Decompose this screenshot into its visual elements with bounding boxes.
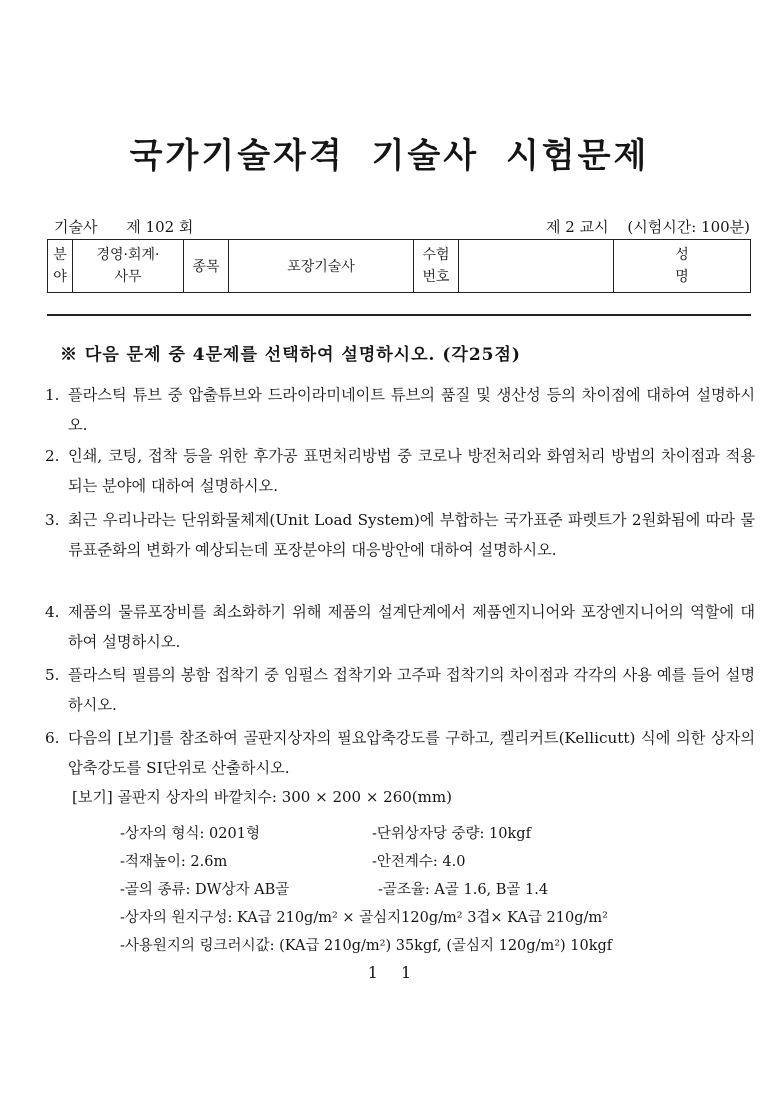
name-label-1: 성 <box>675 247 689 263</box>
header-divider <box>47 314 751 316</box>
question-number: 3. <box>45 511 60 529</box>
bunya-label-1: 분 <box>53 247 67 263</box>
name-label-2: 명 <box>675 269 689 285</box>
spec-safety-factor: -안전계수: 4.0 <box>372 854 466 870</box>
page-number: 1 1 <box>367 963 412 982</box>
suheom-label-2: 번호 <box>422 269 450 285</box>
jongmok-value-cell: 포장기술사 <box>229 240 414 293</box>
time-label: (시험시간: 100분) <box>627 218 750 236</box>
session-label: 제 102 회 <box>126 218 194 236</box>
question-number: 6. <box>45 729 60 747</box>
bunya-label-2: 야 <box>53 269 67 285</box>
question-text: 다음의 [보기]를 참조하여 골판지상자의 필요압축강도를 구하고, 켈리커트(Kellicutt) 식에 의한 상자의 압축강도를 SI단위로 산출하시오. <box>68 729 755 777</box>
suheom-label-cell <box>414 240 459 293</box>
question-text: 플라스틱 필름의 봉함 접착기 중 임펄스 접착기와 고주파 접착기의 차이점과 각각의 사용 예를 들어 설명하시오. <box>68 666 755 714</box>
field-label-1: 경영·회계· <box>96 247 160 263</box>
bunya-cell <box>48 240 73 293</box>
spec-box-type: -상자의 형식: 0201형 <box>120 826 260 842</box>
spec-unit-weight: -단위상자당 중량: 10kgf <box>372 826 531 842</box>
field-cell <box>73 240 184 293</box>
jongmok-label-cell: 종목 <box>184 240 229 293</box>
spec-board-construction: -상자의 원지구성: KA급 210g/m² × 골심지120g/m² 3겹× KA급 210g/m² <box>120 910 608 926</box>
question-number: 5. <box>45 666 60 684</box>
question-text: 제품의 물류포장비를 최소화하기 위해 제품의 설계단계에서 제품엔지니어와 포장엔지니어의 역할에 대하여 설명하시오. <box>68 603 755 651</box>
exam-title: 국가기술자격 기술사 시험문제 <box>129 136 650 176</box>
question-text: 플라스틱 튜브 중 압출튜브와 드라이라미네이트 튜브의 품질 및 생산성 등의 차이점에 대하여 설명하시오. <box>68 386 755 434</box>
question-text: 최근 우리나라는 단위화물체제(Unit Load System)에 부합하는 국가표준 파렛트가 2원화됨에 따라 물류표준화의 변화가 예상되는데 포장분야의 대응방안에 대하여 설명하시오. <box>68 511 755 559</box>
spec-stack-height: -적재높이: 2.6m <box>120 854 228 870</box>
exam-info-table <box>47 239 751 293</box>
question-text: 인쇄, 코팅, 접착 등을 위한 후가공 표면처리방법 중 코로나 방전처리와 화염처리 방법의 차이점과 적용되는 분야에 대하여 설명하시오. <box>68 447 755 495</box>
question-number: 4. <box>45 603 60 621</box>
header-right <box>532 216 750 237</box>
instruction: ※ 다음 문제 중 4문제를 선택하여 설명하시오. (각25점) <box>60 345 521 365</box>
question-number: 2. <box>45 447 60 465</box>
period-label: 제 2 교시 <box>546 218 609 236</box>
name-field[interactable] <box>614 240 751 293</box>
spec-flute-type: -골의 종류: DW상자 AB골 <box>120 882 290 898</box>
spec-take-up-factor: -골조율: A골 1.6, B골 1.4 <box>378 882 549 898</box>
category-label: 기술사 <box>54 218 98 236</box>
spec-ring-crush-values: -사용원지의 링크러시값: (KA급 210g/m²) 35kgf, (골심지 120g/m²) 10kgf <box>120 938 613 954</box>
header-left <box>54 216 217 237</box>
suheom-number-field[interactable] <box>459 240 614 293</box>
boki-title: [보기] 골판지 상자의 바깥치수: 300 × 200 × 260(mm) <box>72 788 452 806</box>
exam-header <box>50 216 750 238</box>
field-label-2: 사무 <box>114 269 142 285</box>
suheom-label-1: 수험 <box>422 247 450 263</box>
question-number: 1. <box>45 386 60 404</box>
